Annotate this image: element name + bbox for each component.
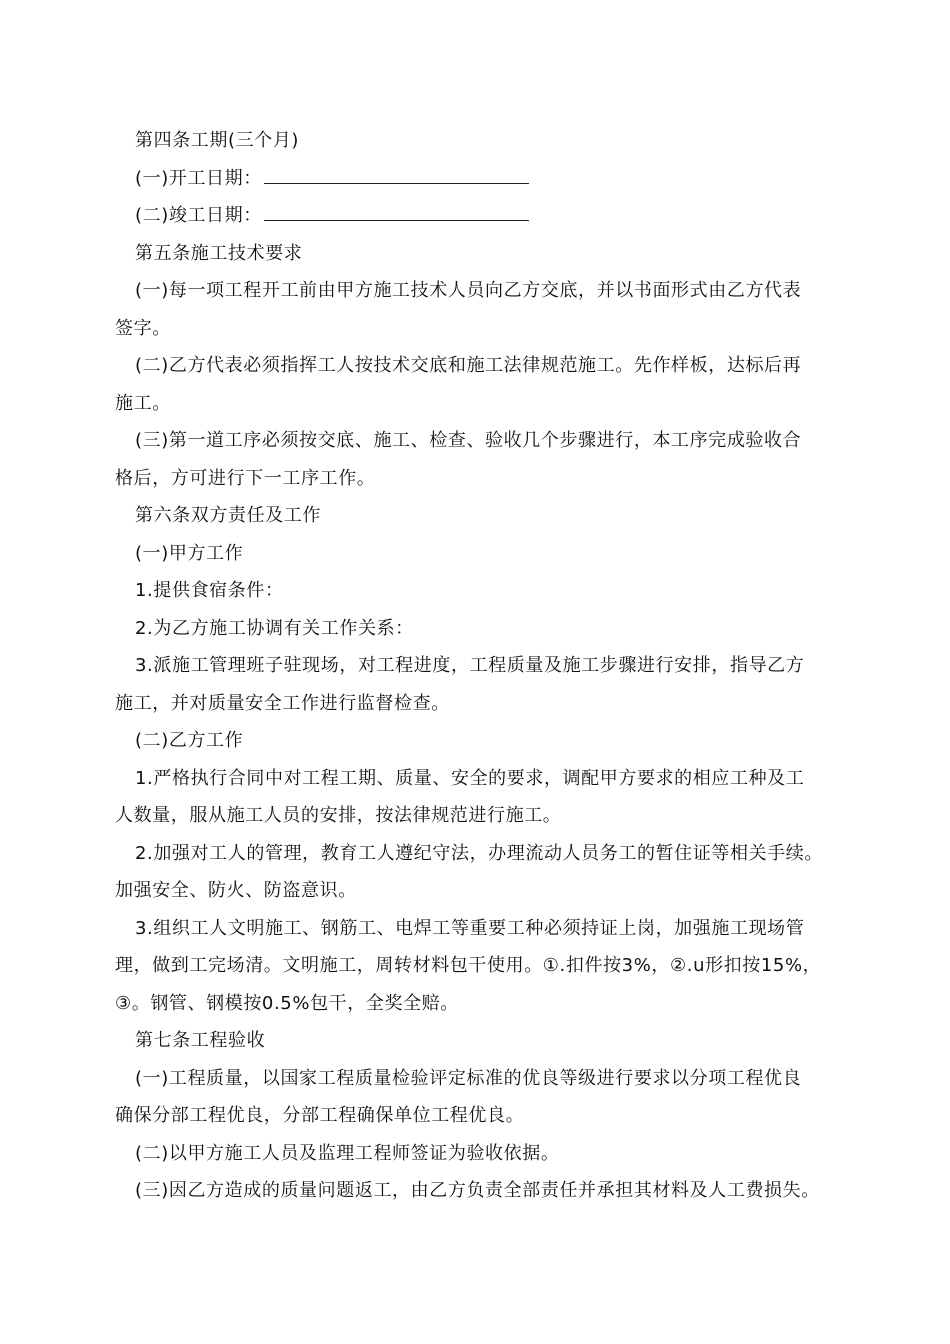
section-7-item-1-line-2: 确保分部工程优良，分部工程确保单位工程优良。	[115, 1105, 525, 1126]
party-a-heading: (一)甲方工作	[135, 542, 244, 564]
party-b-item-2-line-1: 2.加强对工人的管理，教育工人遵纪守法，办理流动人员务工的暂住证等相关手续。	[135, 842, 823, 864]
section-7-heading: 第七条工程验收	[135, 1030, 266, 1051]
end-date-label: (二)竣工日期：	[135, 205, 262, 226]
party-b-item-3-line-1: 3.组织工人文明施工、钢筋工、电焊工等重要工种必须持证上岗，加强施工现场管	[135, 917, 805, 939]
section-7-item-2: (二)以甲方施工人员及监理工程师签证为验收依据。	[135, 1142, 560, 1164]
section-5-item-3-line-1: (三)第一道工序必须按交底、施工、检查、验收几个步骤进行，本工序完成验收合	[135, 430, 802, 451]
section-4-heading: 第四条工期(三个月)	[135, 130, 300, 151]
party-a-item-3-line-1: 3.派施工管理班子驻现场，对工程进度，工程质量及施工步骤进行安排，指导乙方	[135, 655, 805, 676]
section-6-heading: 第六条双方责任及工作	[135, 505, 321, 526]
party-b-heading: (二)乙方工作	[135, 730, 244, 751]
party-b-item-1-line-2: 人数量，服从施工人员的安排，按法律规范进行施工。	[115, 805, 562, 826]
party-a-item-1: 1.提供食宿条件：	[135, 580, 284, 601]
end-date-blank	[264, 200, 529, 221]
party-b-item-1-line-1: 1.严格执行合同中对工程工期、质量、安全的要求，调配甲方要求的相应工种及工	[135, 767, 805, 789]
section-5-heading: 第五条施工技术要求	[135, 242, 303, 264]
section-7-item-1-line-1: (一)工程质量，以国家工程质量检验评定标准的优良等级进行要求以分项工程优良	[135, 1067, 802, 1089]
start-date-field	[115, 160, 845, 198]
party-b-item-3-line-3: ③。钢管、钢模按0.5%包干，全奖全赔。	[115, 992, 459, 1014]
section-5-item-2-line-2: 施工。	[115, 392, 171, 414]
start-date-label: (一)开工日期：	[135, 167, 262, 189]
section-5-item-1-line-2: 签字。	[115, 317, 171, 339]
section-5-item-1-line-1: (一)每一项工程开工前由甲方施工技术人员向乙方交底，并以书面形式由乙方代表	[135, 280, 802, 301]
section-5-item-2-line-1: (二)乙方代表必须指挥工人按技术交底和施工法律规范施工。先作样板，达标后再	[135, 355, 802, 376]
party-b-item-2-line-2: 加强安全、防火、防盗意识。	[115, 880, 357, 901]
end-date-field	[115, 197, 845, 235]
section-5-item-3-line-2: 格后，方可进行下一工序工作。	[115, 467, 376, 489]
start-date-blank	[264, 163, 529, 184]
party-a-item-3-line-2: 施工，并对质量安全工作进行监督检查。	[115, 692, 450, 714]
party-a-item-2: 2.为乙方施工协调有关工作关系：	[135, 617, 414, 639]
party-b-item-3-line-2: 理，做到工完场清。文明施工，周转材料包干使用。①.扣件按3%，②.u形扣按15%，	[115, 955, 822, 976]
section-7-item-3: (三)因乙方造成的质量问题返工，由乙方负责全部责任并承担其材料及人工费损失。	[135, 1180, 820, 1201]
document-body	[115, 122, 845, 1210]
